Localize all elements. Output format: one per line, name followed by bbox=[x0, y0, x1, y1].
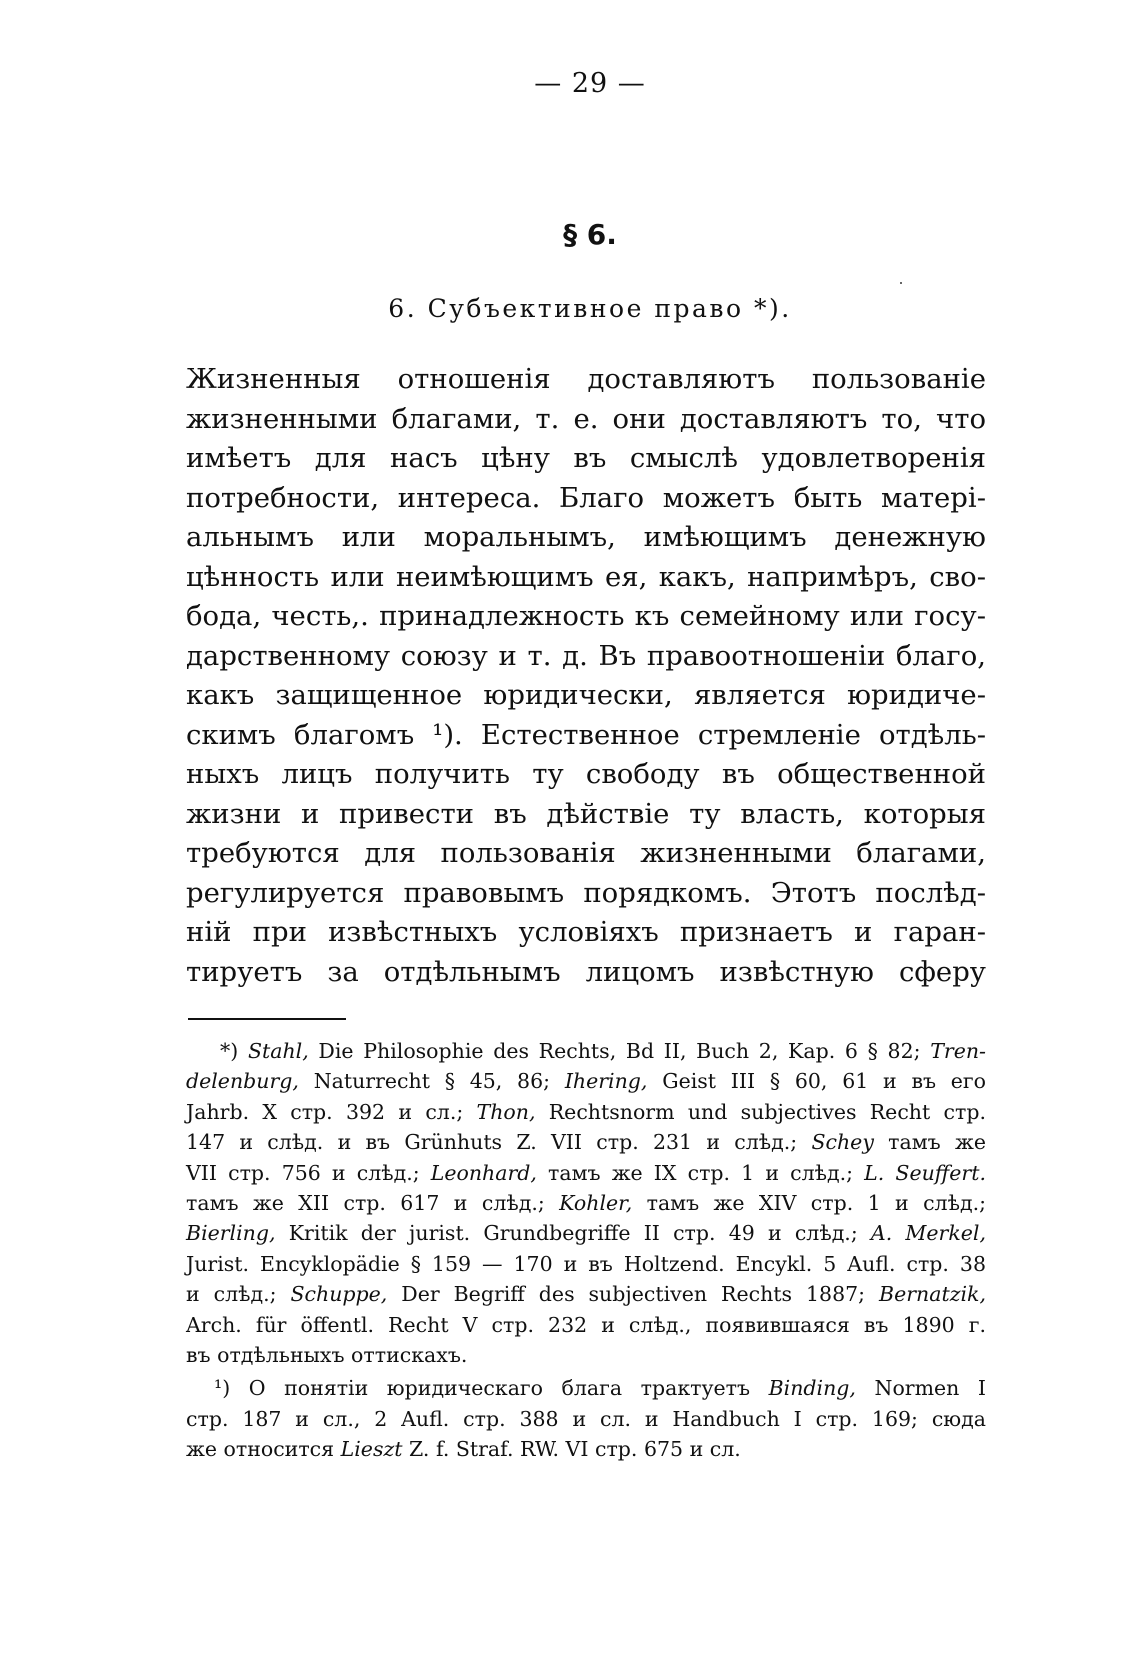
footnotes bbox=[186, 1036, 986, 1465]
footnote-marker: *) bbox=[220, 1039, 239, 1063]
footnote-star-line-3 bbox=[186, 1097, 986, 1127]
body-line-8: дарственному союзу и т. д. Въ правоотношеніи благо, bbox=[186, 639, 986, 672]
footnote-text: Der Begriff des subjectiven Rechts 1887; bbox=[401, 1282, 866, 1307]
body-line-5: альнымъ или моральнымъ, имѣющимъ денежную bbox=[186, 521, 986, 553]
footnote-one-line-2: стр. 187 и сл., 2 Aufl. стр. 388 и сл. и Handbuch I стр. 169; сюда bbox=[186, 1406, 986, 1431]
footnote-star-line-7 bbox=[186, 1218, 986, 1248]
author-ref: Lieszt bbox=[340, 1437, 403, 1462]
section-title: 6. Субъективное право *). bbox=[388, 294, 792, 323]
body-line-12: жизни и привести въ дѣйствіе ту власть, которыя bbox=[186, 797, 986, 830]
footnote-text: Rechtsnorm und subjectives Recht стр. bbox=[548, 1099, 986, 1124]
footnote-text: тамъ же XIV стр. 1 и слѣд.; bbox=[646, 1191, 986, 1216]
footnote-text: тамъ же bbox=[888, 1130, 986, 1155]
footnote-text: тамъ же IX стр. 1 и слѣд.; bbox=[548, 1160, 854, 1185]
author-ref: Ihering, bbox=[564, 1069, 648, 1094]
footnote-text: Z. f. Straf. RW. VI стр. 675 и сл. bbox=[409, 1437, 741, 1462]
body-line-11: ныхъ лицъ получить ту свободу въ общественной bbox=[186, 758, 986, 790]
footnote-text: Jahrb. X стр. 392 и сл.; bbox=[186, 1099, 464, 1124]
footnote-text: тамъ же XII стр. 617 и слѣд.; bbox=[186, 1191, 545, 1216]
body-line-3: имѣетъ для насъ цѣну въ смыслѣ удовлетворенія bbox=[186, 442, 986, 474]
footnote-text: 147 и слѣд. и въ Grünhuts Z. VII стр. 231 и слѣд.; bbox=[186, 1130, 798, 1155]
footnote-text: и слѣд.; bbox=[186, 1282, 277, 1307]
footnote-one-line-3 bbox=[186, 1434, 986, 1464]
main-paragraph bbox=[186, 360, 986, 992]
body-line-16: тируетъ за отдѣльнымъ лицомъ извѣстную сферу bbox=[186, 955, 986, 988]
footnote-text: Naturrecht § 45, 86; bbox=[313, 1069, 551, 1094]
body-line-15: ній при извѣстныхъ условіяхъ признаетъ и гаран- bbox=[186, 916, 986, 948]
footnote-text: О понятіи юридическаго блага трактуетъ bbox=[248, 1376, 751, 1401]
footnote-one-line-1 bbox=[186, 1373, 986, 1403]
footnote-text: Normen I bbox=[874, 1376, 986, 1401]
author-ref: Schuppe, bbox=[290, 1282, 388, 1307]
print-speck bbox=[900, 282, 902, 284]
section-mark: § 6. bbox=[563, 218, 617, 251]
author-ref: Tren- bbox=[930, 1039, 986, 1063]
footnote-text: VII стр. 756 и слѣд.; bbox=[186, 1160, 420, 1185]
footnote-separator bbox=[188, 1018, 346, 1020]
footnote-star-line-8: Jurist. Encyklopädie § 159 — 170 и въ Holtzend. Encykl. 5 Aufl. стр. 38 bbox=[186, 1251, 986, 1276]
author-ref: L. Seuffert. bbox=[864, 1160, 986, 1185]
footnote-star-line-4 bbox=[186, 1127, 986, 1157]
footnote-star-line-1 bbox=[186, 1036, 986, 1066]
footnote-text: Geist III § 60, 61 и въ его bbox=[662, 1069, 986, 1094]
body-line-10: скимъ благомъ ¹). Естественное стремленіе отдѣль- bbox=[186, 718, 986, 751]
body-line-13: требуются для пользованія жизненными благами, bbox=[186, 837, 986, 869]
footnote-star-line-9 bbox=[186, 1279, 986, 1309]
footnote-star-line-5 bbox=[186, 1158, 986, 1188]
footnote-text: Die Philosophie des Rechts, Bd II, Buch 2, Kap. 6 § 82; bbox=[318, 1039, 921, 1063]
body-line-1: Жизненныя отношенія доставляютъ пользованіе bbox=[186, 363, 986, 395]
author-ref: Binding, bbox=[768, 1376, 856, 1401]
author-ref: Bierling, bbox=[186, 1221, 276, 1246]
page-number: — 29 — bbox=[534, 68, 646, 99]
body-line-9: какъ защищенное юридически, является юридиче- bbox=[186, 679, 986, 711]
footnote-marker: ¹) bbox=[214, 1376, 231, 1401]
body-line-4: потребности, интереса. Благо можетъ быть матері- bbox=[186, 481, 986, 514]
footnote-star-line-6 bbox=[186, 1188, 986, 1218]
author-ref: Stahl, bbox=[247, 1039, 309, 1063]
footnote-star-line-11: въ отдѣльныхъ оттискахъ. bbox=[186, 1343, 468, 1368]
footnote-star-line-10: Arch. für öffentl. Recht V стр. 232 и слѣд., появившаяся въ 1890 г. bbox=[186, 1312, 986, 1337]
author-ref: Schey bbox=[811, 1130, 874, 1155]
author-ref: Thon, bbox=[476, 1099, 536, 1124]
author-ref: Kohler, bbox=[559, 1191, 633, 1216]
body-line-6: цѣнность или неимѣющимъ ея, какъ, напримѣръ, сво- bbox=[186, 560, 986, 593]
footnote-star-line-2 bbox=[186, 1066, 986, 1096]
body-line-2: жизненными благами, т. е. они доставляютъ то, что bbox=[186, 402, 986, 435]
footnote-text: же относится bbox=[186, 1437, 335, 1462]
author-ref: delenburg, bbox=[186, 1069, 299, 1094]
author-ref: A. Merkel, bbox=[870, 1221, 986, 1246]
author-ref: Bernatzik, bbox=[879, 1282, 986, 1307]
footnote-text: Kritik der jurist. Grundbegriffe II стр. 49 и слѣд.; bbox=[288, 1221, 858, 1246]
body-line-7: бода, честь,. принадлежность къ семейному или госу- bbox=[186, 600, 986, 632]
body-line-14: регулируется правовымъ порядкомъ. Этотъ послѣд- bbox=[186, 876, 986, 909]
author-ref: Leonhard, bbox=[430, 1160, 537, 1185]
